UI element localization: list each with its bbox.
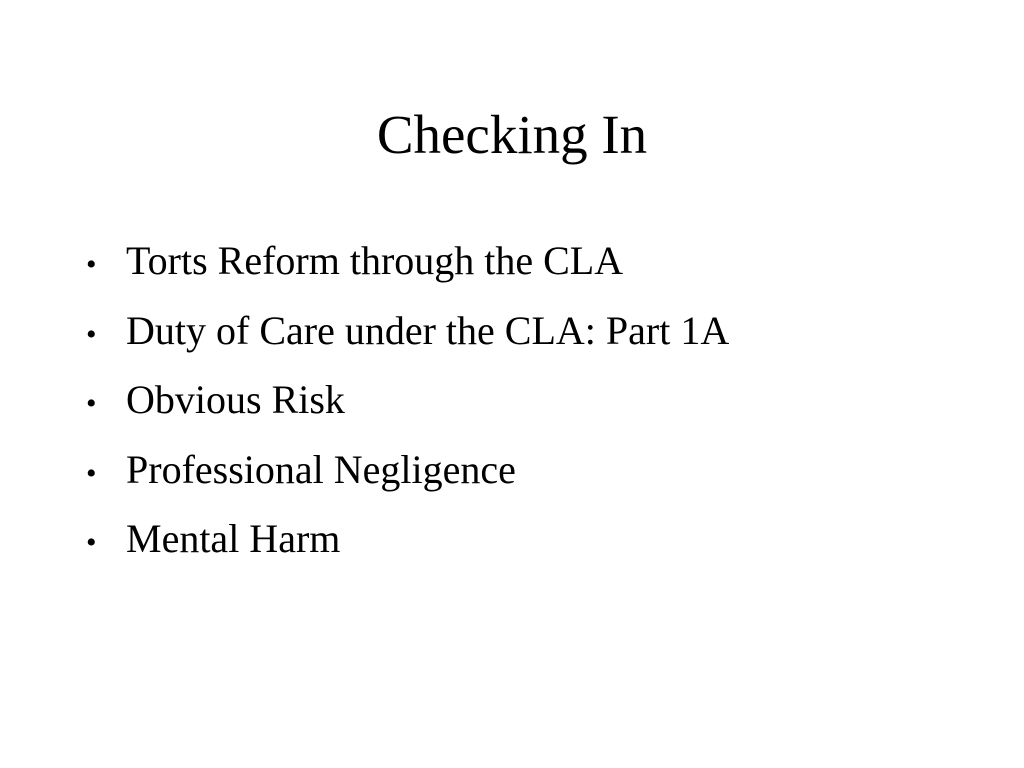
bullet-icon: •	[86, 456, 97, 490]
bullet-text: Professional Negligence	[126, 446, 516, 492]
bullet-text: Torts Reform through the CLA	[126, 238, 624, 283]
bullet-item	[86, 506, 729, 576]
bullet-text: Duty of Care under the CLA: Part 1A	[126, 307, 730, 353]
bullet-text: Obvious Risk	[126, 377, 345, 422]
bullet-icon: •	[86, 387, 97, 420]
bullet-item	[86, 437, 729, 507]
bullet-list	[86, 228, 729, 576]
bullet-icon: •	[86, 317, 97, 351]
bullet-icon: •	[86, 248, 97, 281]
bullet-icon: •	[86, 526, 97, 559]
bullet-item	[86, 367, 729, 437]
slide-title: Checking In	[376, 104, 648, 165]
bullet-item	[86, 298, 729, 368]
bullet-text: Mental Harm	[126, 516, 341, 561]
bullet-item	[86, 228, 729, 298]
